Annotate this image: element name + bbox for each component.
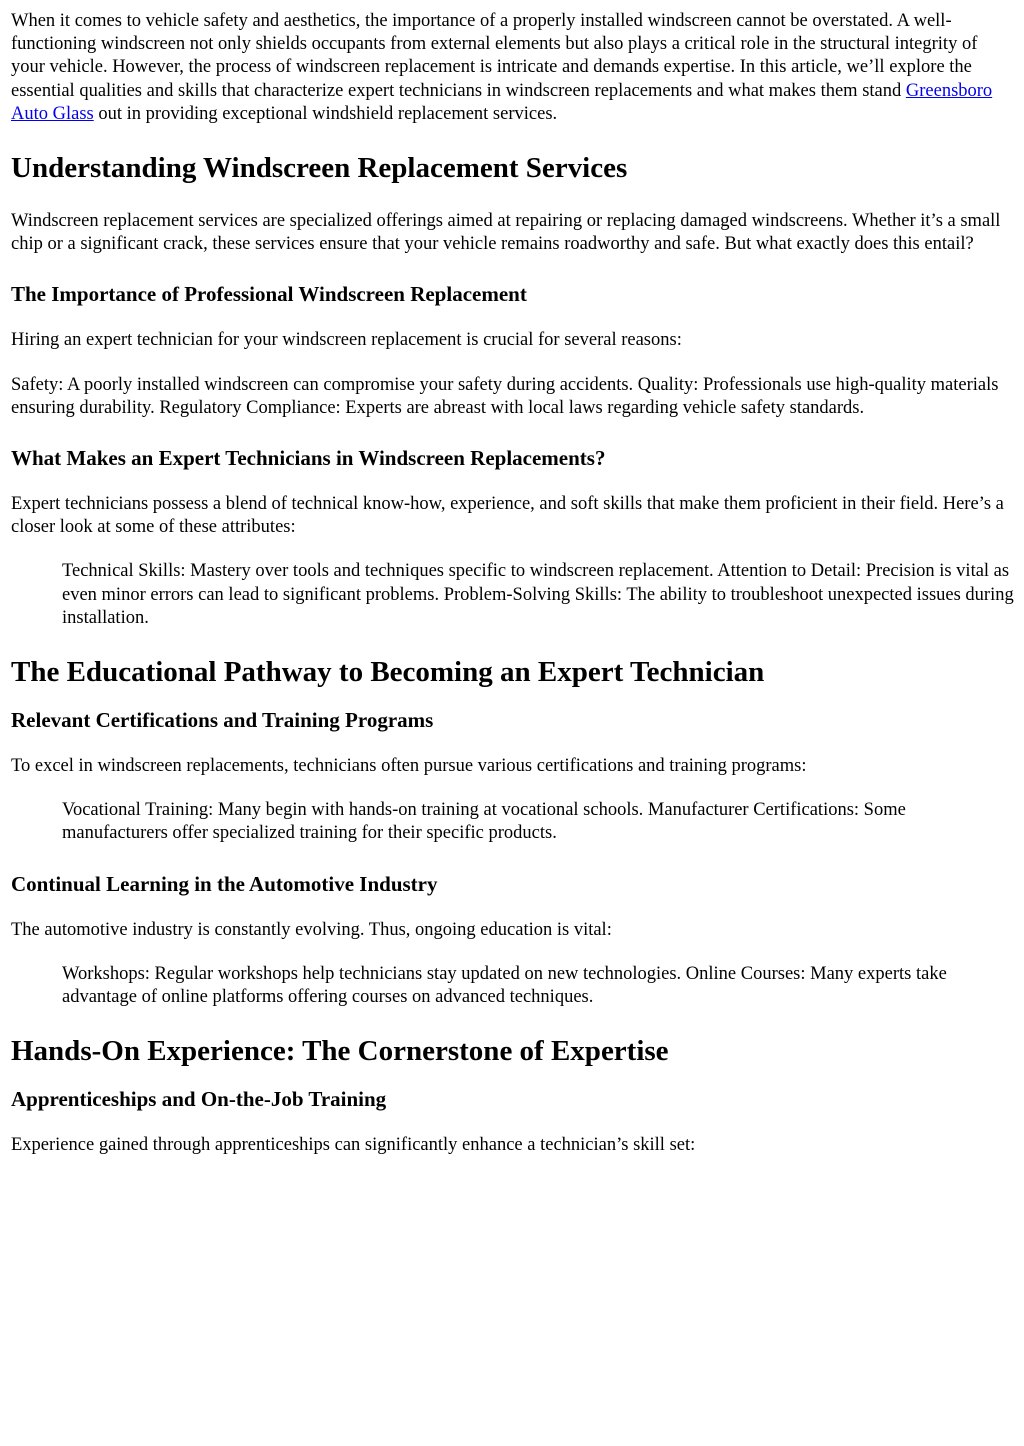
- heading-importance-professional-replacement: The Importance of Professional Windscreen Replacement: [11, 282, 527, 307]
- quote-learning-list: [62, 963, 1014, 1009]
- paragraph-hiring-reasons: Hiring an expert technician for your windscreen replacement is crucial for several reasons:: [11, 330, 682, 351]
- intro-text-before-link: When it comes to vehicle safety and aesthetics, the importance of a properly installed windscreen cannot be overstated. A well-functioning windscreen not only shields occupants from external elements but also plays a critical role in the structural integrity of your vehicle. However, the process of windscreen replacement is intricate and demands expertise. In this article, we’ll explore the essential qualities and skills that characterize expert technicians in windscreen replacements and what makes them stand: [11, 11, 978, 101]
- paragraph-industry-evolving: The automotive industry is constantly evolving. Thus, ongoing education is vital:: [11, 919, 612, 940]
- greensboro-auto-glass-link[interactable]: Greensboro Auto Glass: [11, 80, 993, 124]
- heading-apprenticeships: Apprenticeships and On-the-Job Training: [11, 1087, 387, 1112]
- paragraph-safety-quality-compliance: Safety: A poorly installed windscreen can compromise your safety during accidents. Quality: Professionals use high-quality materials ensuring durability. Regulatory Compliance: Experts are abreast with local laws regarding vehicle safety standards.: [11, 374, 999, 418]
- heading-hands-on-experience: Hands-On Experience: The Cornerstone of Expertise: [11, 1035, 669, 1068]
- quote-skills-list: [62, 560, 1014, 630]
- paragraph-certifications-intro: To excel in windscreen replacements, technicians often pursue various certifications and training programs:: [11, 756, 807, 777]
- quote-learning-text: Workshops: Regular workshops help technicians stay updated on new technologies. Online Courses: Many experts take advantage of online platforms offering courses on advanced techniques.: [62, 963, 947, 1008]
- quote-training-text: Vocational Training: Many begin with hands-on training at vocational schools. Manufacturer Certifications: Some manufacturers offer specialized training for their specific products.: [62, 800, 906, 844]
- paragraph-apprenticeship-experience: Experience gained through apprenticeships can significantly enhance a technician’s skill set:: [11, 1135, 696, 1156]
- intro-paragraph: [11, 10, 1014, 126]
- heading-certifications-training: Relevant Certifications and Training Programs: [11, 708, 434, 733]
- quote-training-list: [62, 799, 1014, 845]
- intro-text-after-link: out in providing exceptional windshield replacement services.: [93, 103, 558, 124]
- heading-continual-learning: Continual Learning in the Automotive Industry: [11, 871, 438, 896]
- quote-skills-text: Technical Skills: Mastery over tools and techniques specific to windscreen replacement. Attention to Detail: Precision is vital as even minor errors can lead to significant problems. Problem-Solving Skills: The ability to troubleshoot unexpected issues during installation.: [62, 561, 1014, 628]
- paragraph-expert-attributes: Expert technicians possess a blend of technical know-how, experience, and soft skills that make them proficient in their field. Here’s a closer look at some of these attributes:: [11, 494, 1004, 538]
- paragraph-services-overview: Windscreen replacement services are specialized offerings aimed at repairing or replacing damaged windscreens. Whether it’s a small chip or a significant crack, these services ensure that your vehicle remains roadworthy and safe. But what exactly does this entail?: [11, 211, 1001, 255]
- heading-understanding-windscreen-replacement: Understanding Windscreen Replacement Services: [11, 152, 628, 185]
- heading-educational-pathway: The Educational Pathway to Becoming an Expert Technician: [11, 656, 765, 689]
- heading-what-makes-expert: What Makes an Expert Technicians in Windscreen Replacements?: [11, 446, 606, 471]
